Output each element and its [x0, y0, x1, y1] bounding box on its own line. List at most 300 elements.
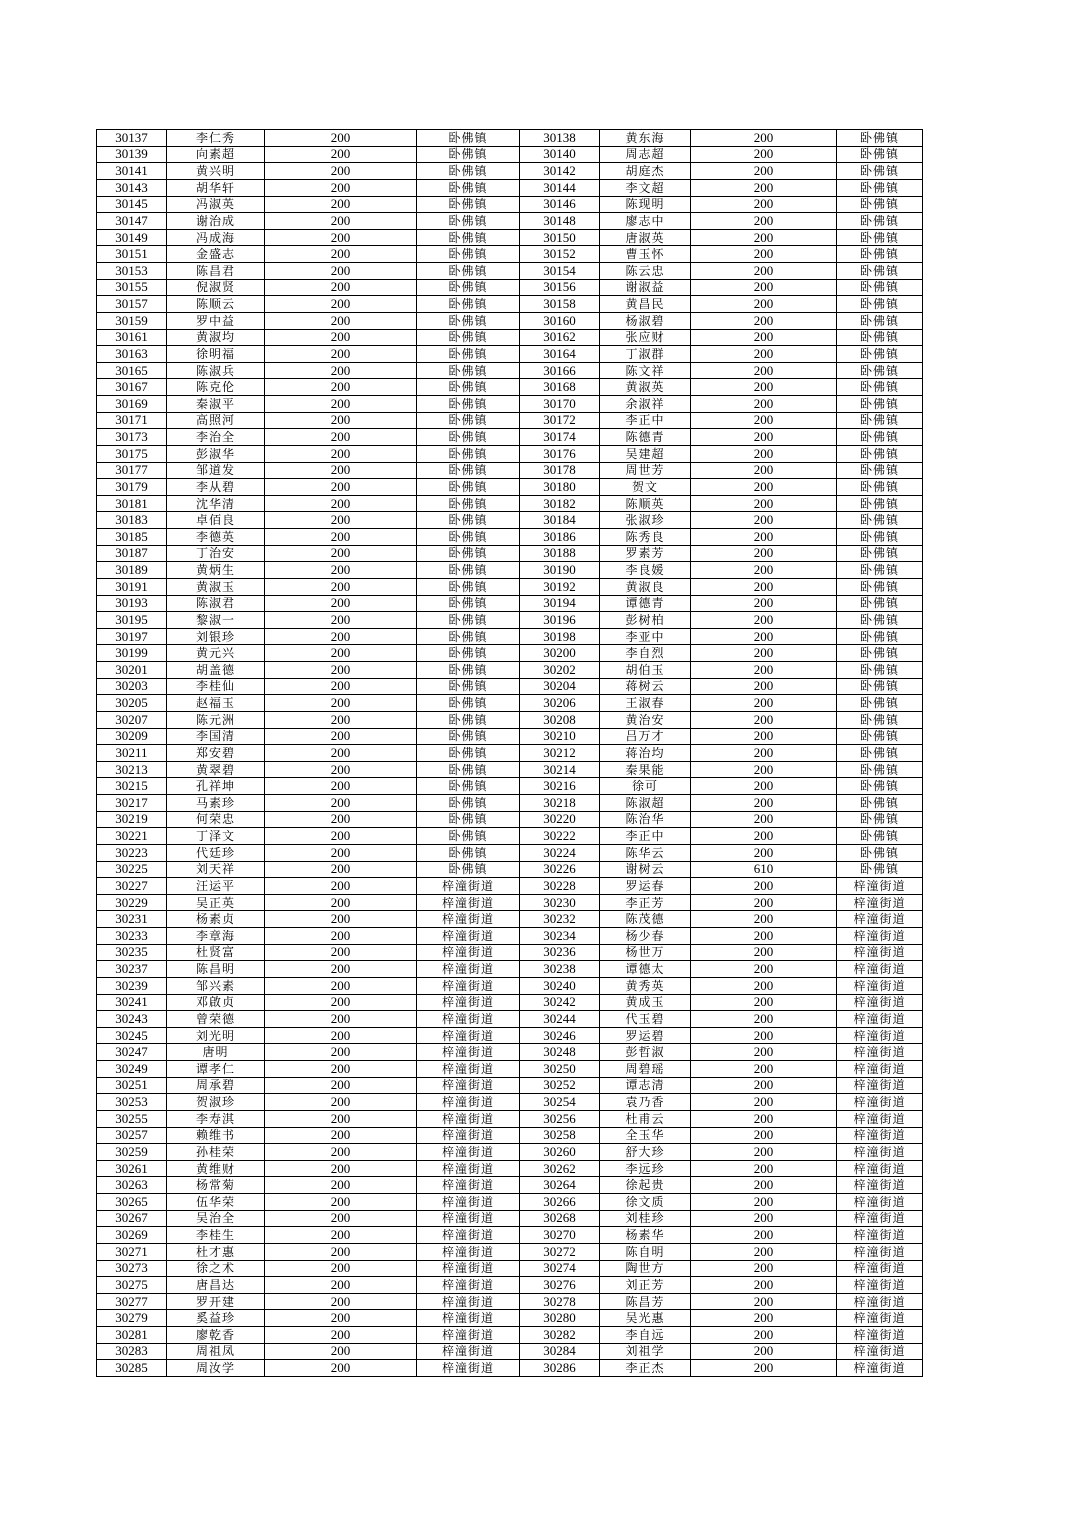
id-cell: 30189 — [97, 562, 167, 579]
name-cell: 谭德太 — [600, 961, 691, 978]
name-cell: 周汝学 — [167, 1360, 265, 1377]
name-cell: 邹道发 — [167, 462, 265, 479]
id-cell: 30224 — [520, 844, 600, 861]
amount-cell: 200 — [691, 745, 837, 762]
name-cell: 唐明 — [167, 1044, 265, 1061]
table-row — [97, 462, 923, 479]
name-cell: 陈昌芳 — [600, 1293, 691, 1310]
table-row — [97, 928, 923, 945]
town-cell: 梓潼街道 — [417, 1160, 520, 1177]
id-cell: 30242 — [520, 994, 600, 1011]
name-cell: 李仁秀 — [167, 130, 265, 147]
name-cell: 吴治全 — [167, 1210, 265, 1227]
id-cell: 30138 — [520, 130, 600, 147]
amount-cell: 200 — [691, 711, 837, 728]
name-cell: 舒大珍 — [600, 1144, 691, 1161]
amount-cell: 200 — [265, 1210, 417, 1227]
amount-cell: 200 — [691, 163, 837, 180]
id-cell: 30282 — [520, 1327, 600, 1344]
id-cell: 30208 — [520, 711, 600, 728]
name-cell: 陶世方 — [600, 1260, 691, 1277]
id-cell: 30164 — [520, 346, 600, 363]
name-cell: 黄淑玉 — [167, 578, 265, 595]
id-cell: 30185 — [97, 529, 167, 546]
id-cell: 30151 — [97, 246, 167, 263]
table-row — [97, 196, 923, 213]
id-cell: 30273 — [97, 1260, 167, 1277]
id-cell: 30235 — [97, 944, 167, 961]
amount-cell: 200 — [265, 1293, 417, 1310]
id-cell: 30162 — [520, 329, 600, 346]
id-cell: 30152 — [520, 246, 600, 263]
amount-cell: 200 — [691, 578, 837, 595]
name-cell: 陈德青 — [600, 429, 691, 446]
name-cell: 陈昌君 — [167, 263, 265, 280]
name-cell: 廖志中 — [600, 213, 691, 230]
id-cell: 30158 — [520, 296, 600, 313]
id-cell: 30171 — [97, 412, 167, 429]
town-cell: 梓潼街道 — [417, 1360, 520, 1377]
name-cell: 周祖凤 — [167, 1343, 265, 1360]
name-cell: 胡伯玉 — [600, 662, 691, 679]
name-cell: 秦淑平 — [167, 396, 265, 413]
id-cell: 30199 — [97, 645, 167, 662]
table-row — [97, 396, 923, 413]
amount-cell: 200 — [265, 1260, 417, 1277]
amount-cell: 200 — [691, 844, 837, 861]
name-cell: 贺文 — [600, 479, 691, 496]
id-cell: 30275 — [97, 1277, 167, 1294]
name-cell: 丁治安 — [167, 545, 265, 562]
town-cell: 卧佛镇 — [417, 246, 520, 263]
table-row — [97, 1061, 923, 1078]
table-row — [97, 745, 923, 762]
town-cell: 梓潼街道 — [837, 1177, 923, 1194]
name-cell: 谭孝仁 — [167, 1061, 265, 1078]
amount-cell: 200 — [691, 1110, 837, 1127]
id-cell: 30262 — [520, 1160, 600, 1177]
name-cell: 李国清 — [167, 728, 265, 745]
id-cell: 30173 — [97, 429, 167, 446]
id-cell: 30163 — [97, 346, 167, 363]
name-cell: 周承碧 — [167, 1077, 265, 1094]
amount-cell: 200 — [265, 429, 417, 446]
id-cell: 30166 — [520, 362, 600, 379]
town-cell: 梓潼街道 — [417, 1044, 520, 1061]
table-row — [97, 545, 923, 562]
name-cell: 黄淑英 — [600, 379, 691, 396]
name-cell: 陈云忠 — [600, 263, 691, 280]
id-cell: 30253 — [97, 1094, 167, 1111]
table-row — [97, 479, 923, 496]
amount-cell: 200 — [265, 911, 417, 928]
town-cell: 卧佛镇 — [837, 711, 923, 728]
name-cell: 彭树柏 — [600, 612, 691, 629]
table-row — [97, 279, 923, 296]
amount-cell: 200 — [265, 595, 417, 612]
town-cell: 卧佛镇 — [837, 745, 923, 762]
town-cell: 卧佛镇 — [417, 312, 520, 329]
id-cell: 30137 — [97, 130, 167, 147]
amount-cell: 200 — [265, 662, 417, 679]
name-cell: 廖乾香 — [167, 1327, 265, 1344]
town-cell: 卧佛镇 — [417, 711, 520, 728]
amount-cell: 200 — [265, 994, 417, 1011]
name-cell: 黄翠碧 — [167, 761, 265, 778]
table-row — [97, 1127, 923, 1144]
id-cell: 30261 — [97, 1160, 167, 1177]
name-cell: 李德英 — [167, 529, 265, 546]
town-cell: 卧佛镇 — [417, 429, 520, 446]
town-cell: 梓潼街道 — [417, 1061, 520, 1078]
amount-cell: 200 — [691, 1077, 837, 1094]
id-cell: 30259 — [97, 1144, 167, 1161]
id-cell: 30283 — [97, 1343, 167, 1360]
id-cell: 30188 — [520, 545, 600, 562]
amount-cell: 200 — [265, 1044, 417, 1061]
amount-cell: 200 — [265, 196, 417, 213]
id-cell: 30260 — [520, 1144, 600, 1161]
table-row — [97, 778, 923, 795]
name-cell: 贺淑珍 — [167, 1094, 265, 1111]
amount-cell: 200 — [691, 429, 837, 446]
roster-table-body — [97, 130, 923, 1377]
amount-cell: 200 — [265, 944, 417, 961]
amount-cell: 200 — [691, 1194, 837, 1211]
amount-cell: 200 — [691, 1343, 837, 1360]
id-cell: 30243 — [97, 1011, 167, 1028]
id-cell: 30206 — [520, 695, 600, 712]
amount-cell: 200 — [265, 1243, 417, 1260]
name-cell: 彭淑华 — [167, 445, 265, 462]
amount-cell: 200 — [691, 1293, 837, 1310]
town-cell: 梓潼街道 — [837, 928, 923, 945]
town-cell: 卧佛镇 — [837, 595, 923, 612]
id-cell: 30159 — [97, 312, 167, 329]
name-cell: 李桂仙 — [167, 678, 265, 695]
id-cell: 30232 — [520, 911, 600, 928]
id-cell: 30266 — [520, 1194, 600, 1211]
table-row — [97, 861, 923, 878]
town-cell: 梓潼街道 — [837, 1027, 923, 1044]
table-row — [97, 1160, 923, 1177]
amount-cell: 200 — [691, 944, 837, 961]
town-cell: 梓潼街道 — [417, 1144, 520, 1161]
table-row — [97, 346, 923, 363]
amount-cell: 200 — [265, 312, 417, 329]
amount-cell: 200 — [265, 362, 417, 379]
amount-cell: 200 — [691, 1160, 837, 1177]
amount-cell: 200 — [265, 1327, 417, 1344]
town-cell: 卧佛镇 — [417, 379, 520, 396]
table-row — [97, 977, 923, 994]
id-cell: 30150 — [520, 229, 600, 246]
amount-cell: 200 — [265, 529, 417, 546]
name-cell: 李正芳 — [600, 894, 691, 911]
name-cell: 杨素华 — [600, 1227, 691, 1244]
amount-cell: 200 — [265, 828, 417, 845]
id-cell: 30218 — [520, 795, 600, 812]
amount-cell: 200 — [691, 612, 837, 629]
amount-cell: 200 — [265, 545, 417, 562]
amount-cell: 200 — [265, 279, 417, 296]
id-cell: 30180 — [520, 479, 600, 496]
table-row — [97, 130, 923, 147]
id-cell: 30244 — [520, 1011, 600, 1028]
amount-cell: 200 — [265, 263, 417, 280]
town-cell: 卧佛镇 — [837, 146, 923, 163]
id-cell: 30219 — [97, 811, 167, 828]
table-row — [97, 944, 923, 961]
name-cell: 周志超 — [600, 146, 691, 163]
amount-cell: 200 — [265, 1343, 417, 1360]
town-cell: 卧佛镇 — [417, 479, 520, 496]
id-cell: 30229 — [97, 894, 167, 911]
town-cell: 卧佛镇 — [417, 146, 520, 163]
town-cell: 梓潼街道 — [417, 1327, 520, 1344]
amount-cell: 200 — [265, 612, 417, 629]
name-cell: 陈顺英 — [600, 495, 691, 512]
town-cell: 卧佛镇 — [837, 346, 923, 363]
id-cell: 30177 — [97, 462, 167, 479]
town-cell: 梓潼街道 — [417, 878, 520, 895]
town-cell: 卧佛镇 — [417, 213, 520, 230]
town-cell: 梓潼街道 — [837, 1194, 923, 1211]
id-cell: 30248 — [520, 1044, 600, 1061]
amount-cell: 200 — [265, 878, 417, 895]
town-cell: 卧佛镇 — [417, 512, 520, 529]
amount-cell: 200 — [265, 296, 417, 313]
name-cell: 李寿淇 — [167, 1110, 265, 1127]
id-cell: 30233 — [97, 928, 167, 945]
name-cell: 吴光惠 — [600, 1310, 691, 1327]
amount-cell: 200 — [691, 678, 837, 695]
table-row — [97, 1260, 923, 1277]
name-cell: 陈顺云 — [167, 296, 265, 313]
table-row — [97, 1144, 923, 1161]
name-cell: 罗中益 — [167, 312, 265, 329]
town-cell: 梓潼街道 — [417, 1127, 520, 1144]
name-cell: 赵福玉 — [167, 695, 265, 712]
name-cell: 黄炳生 — [167, 562, 265, 579]
name-cell: 杜才惠 — [167, 1243, 265, 1260]
amount-cell: 200 — [691, 445, 837, 462]
id-cell: 30239 — [97, 977, 167, 994]
amount-cell: 200 — [691, 179, 837, 196]
amount-cell: 200 — [265, 811, 417, 828]
town-cell: 梓潼街道 — [417, 1310, 520, 1327]
amount-cell: 200 — [691, 462, 837, 479]
id-cell: 30258 — [520, 1127, 600, 1144]
town-cell: 卧佛镇 — [837, 844, 923, 861]
town-cell: 卧佛镇 — [417, 811, 520, 828]
amount-cell: 200 — [691, 645, 837, 662]
town-cell: 卧佛镇 — [417, 844, 520, 861]
town-cell: 卧佛镇 — [837, 329, 923, 346]
id-cell: 30268 — [520, 1210, 600, 1227]
town-cell: 卧佛镇 — [837, 662, 923, 679]
town-cell: 卧佛镇 — [837, 312, 923, 329]
amount-cell: 200 — [691, 1260, 837, 1277]
name-cell: 陈茂德 — [600, 911, 691, 928]
town-cell: 卧佛镇 — [837, 728, 923, 745]
table-row — [97, 1327, 923, 1344]
town-cell: 梓潼街道 — [417, 1110, 520, 1127]
name-cell: 徐可 — [600, 778, 691, 795]
amount-cell: 200 — [691, 379, 837, 396]
amount-cell: 200 — [691, 529, 837, 546]
town-cell: 卧佛镇 — [837, 379, 923, 396]
name-cell: 黄成玉 — [600, 994, 691, 1011]
amount-cell: 200 — [265, 495, 417, 512]
id-cell: 30257 — [97, 1127, 167, 1144]
name-cell: 杜甫云 — [600, 1110, 691, 1127]
name-cell: 李亚中 — [600, 628, 691, 645]
town-cell: 梓潼街道 — [837, 1310, 923, 1327]
id-cell: 30216 — [520, 778, 600, 795]
town-cell: 卧佛镇 — [837, 861, 923, 878]
name-cell: 全玉华 — [600, 1127, 691, 1144]
amount-cell: 200 — [265, 246, 417, 263]
id-cell: 30165 — [97, 362, 167, 379]
table-row — [97, 662, 923, 679]
town-cell: 卧佛镇 — [417, 678, 520, 695]
town-cell: 卧佛镇 — [417, 861, 520, 878]
name-cell: 陈淑超 — [600, 795, 691, 812]
town-cell: 梓潼街道 — [837, 1110, 923, 1127]
name-cell: 陈华云 — [600, 844, 691, 861]
table-row — [97, 828, 923, 845]
amount-cell: 200 — [691, 828, 837, 845]
id-cell: 30140 — [520, 146, 600, 163]
town-cell: 梓潼街道 — [837, 994, 923, 1011]
name-cell: 李章海 — [167, 928, 265, 945]
town-cell: 梓潼街道 — [417, 1194, 520, 1211]
name-cell: 唐昌达 — [167, 1277, 265, 1294]
name-cell: 李治全 — [167, 429, 265, 446]
town-cell: 卧佛镇 — [417, 745, 520, 762]
name-cell: 胡盖德 — [167, 662, 265, 679]
table-row — [97, 795, 923, 812]
name-cell: 胡华轩 — [167, 179, 265, 196]
amount-cell: 200 — [691, 728, 837, 745]
id-cell: 30254 — [520, 1094, 600, 1111]
town-cell: 梓潼街道 — [837, 1260, 923, 1277]
id-cell: 30217 — [97, 795, 167, 812]
name-cell: 蒋树云 — [600, 678, 691, 695]
table-row — [97, 1360, 923, 1377]
amount-cell: 200 — [265, 1194, 417, 1211]
id-cell: 30146 — [520, 196, 600, 213]
id-cell: 30236 — [520, 944, 600, 961]
town-cell: 梓潼街道 — [837, 1293, 923, 1310]
table-row — [97, 1243, 923, 1260]
name-cell: 刘祖学 — [600, 1343, 691, 1360]
amount-cell: 200 — [265, 396, 417, 413]
amount-cell: 200 — [265, 1127, 417, 1144]
id-cell: 30203 — [97, 678, 167, 695]
name-cell: 黄秀英 — [600, 977, 691, 994]
name-cell: 黎淑一 — [167, 612, 265, 629]
name-cell: 杨少春 — [600, 928, 691, 945]
town-cell: 卧佛镇 — [417, 645, 520, 662]
id-cell: 30209 — [97, 728, 167, 745]
name-cell: 陈克伦 — [167, 379, 265, 396]
town-cell: 卧佛镇 — [837, 196, 923, 213]
town-cell: 卧佛镇 — [417, 778, 520, 795]
name-cell: 赖维书 — [167, 1127, 265, 1144]
town-cell: 卧佛镇 — [837, 213, 923, 230]
table-row — [97, 1293, 923, 1310]
id-cell: 30167 — [97, 379, 167, 396]
id-cell: 30192 — [520, 578, 600, 595]
id-cell: 30231 — [97, 911, 167, 928]
id-cell: 30280 — [520, 1310, 600, 1327]
town-cell: 梓潼街道 — [837, 1343, 923, 1360]
amount-cell: 200 — [265, 844, 417, 861]
town-cell: 梓潼街道 — [417, 1293, 520, 1310]
table-row — [97, 312, 923, 329]
amount-cell: 200 — [265, 1144, 417, 1161]
town-cell: 卧佛镇 — [417, 179, 520, 196]
id-cell: 30214 — [520, 761, 600, 778]
town-cell: 卧佛镇 — [417, 562, 520, 579]
name-cell: 周碧瑶 — [600, 1061, 691, 1078]
id-cell: 30281 — [97, 1327, 167, 1344]
table-row — [97, 761, 923, 778]
id-cell: 30269 — [97, 1227, 167, 1244]
id-cell: 30277 — [97, 1293, 167, 1310]
id-cell: 30286 — [520, 1360, 600, 1377]
amount-cell: 200 — [265, 1027, 417, 1044]
town-cell: 卧佛镇 — [837, 229, 923, 246]
town-cell: 卧佛镇 — [417, 396, 520, 413]
name-cell: 徐文质 — [600, 1194, 691, 1211]
town-cell: 梓潼街道 — [837, 961, 923, 978]
name-cell: 罗运春 — [600, 878, 691, 895]
id-cell: 30170 — [520, 396, 600, 413]
town-cell: 卧佛镇 — [837, 811, 923, 828]
table-row — [97, 811, 923, 828]
town-cell: 梓潼街道 — [417, 1227, 520, 1244]
id-cell: 30278 — [520, 1293, 600, 1310]
id-cell: 30256 — [520, 1110, 600, 1127]
town-cell: 卧佛镇 — [837, 778, 923, 795]
amount-cell: 200 — [265, 1177, 417, 1194]
amount-cell: 200 — [265, 462, 417, 479]
table-row — [97, 529, 923, 546]
id-cell: 30190 — [520, 562, 600, 579]
id-cell: 30154 — [520, 263, 600, 280]
amount-cell: 200 — [265, 213, 417, 230]
name-cell: 徐起贵 — [600, 1177, 691, 1194]
id-cell: 30201 — [97, 662, 167, 679]
amount-cell: 200 — [691, 412, 837, 429]
name-cell: 刘桂珍 — [600, 1210, 691, 1227]
town-cell: 卧佛镇 — [837, 695, 923, 712]
table-row — [97, 213, 923, 230]
name-cell: 张淑珍 — [600, 512, 691, 529]
table-row — [97, 445, 923, 462]
name-cell: 袁乃香 — [600, 1094, 691, 1111]
name-cell: 李桂生 — [167, 1227, 265, 1244]
amount-cell: 200 — [691, 961, 837, 978]
town-cell: 卧佛镇 — [837, 678, 923, 695]
amount-cell: 200 — [691, 977, 837, 994]
id-cell: 30249 — [97, 1061, 167, 1078]
amount-cell: 200 — [691, 795, 837, 812]
amount-cell: 200 — [691, 878, 837, 895]
